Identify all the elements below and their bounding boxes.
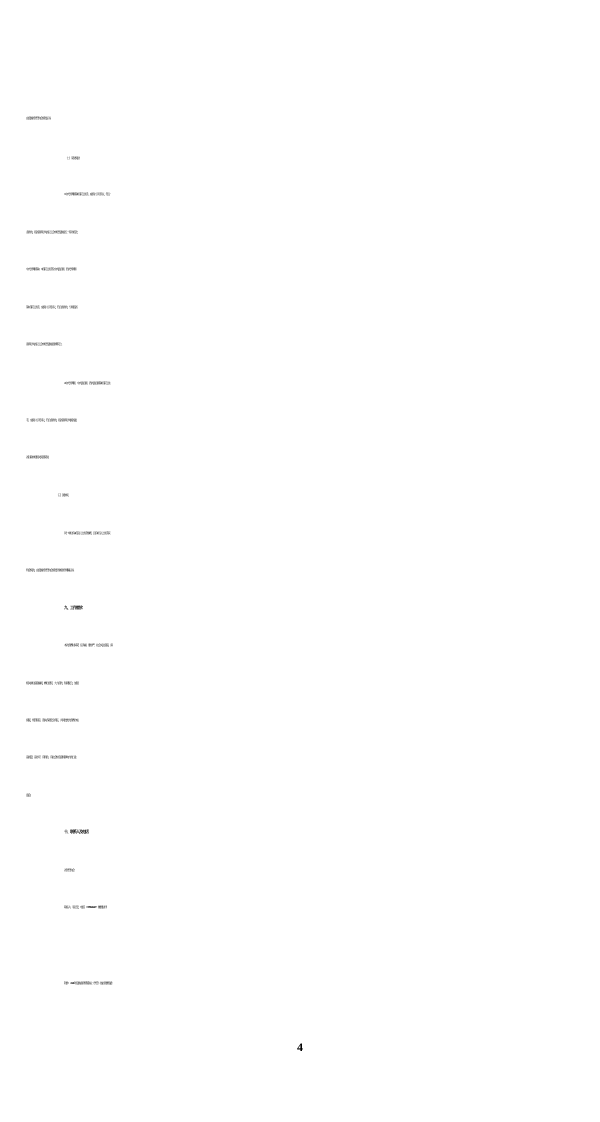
subsection-heading-honor-awards: （二）荣誉奖励 bbox=[65, 156, 80, 160]
paragraph-line: 督促，规范程序，落实各项安全责任，共同把此次竞赛办成 bbox=[26, 718, 79, 722]
section-heading-work-requirements: 九、工作要求 bbox=[64, 605, 82, 610]
page-number: 4 bbox=[297, 1040, 303, 1054]
paragraph-line: 高质量、高水平、有特色、有社会知名度和影响力的行业 bbox=[26, 755, 77, 759]
section-heading-contacts: 十、联系人及电话 bbox=[64, 829, 88, 834]
paragraph-line: 特金奖的，由安徽省烹饪协会颁发“团体金奖”牌匾证书。 bbox=[26, 568, 76, 572]
paragraph-line: 同一单位有 4 名及以上选手参赛，且有 1 名以上选手获 bbox=[64, 531, 110, 535]
paragraph-line: 商务厅向省总工会申报“安徽省金牌职工”。 bbox=[26, 342, 64, 346]
paragraph-line: 2. 中式烹调师、中式面点师、西式面点师第 1 名职工选 bbox=[64, 381, 110, 385]
paragraph-line: 第 1 名职工选手，成绩公示无异议，符合条件的，分别报省 bbox=[26, 305, 77, 309]
attachment-line: 附件：2024 年安徽省商贸服务业（烹饪）技能竞赛组委 bbox=[64, 981, 112, 985]
contact-organization: 省烹饪协会 bbox=[64, 868, 75, 872]
contact-person-phone: 联系人：李正宏，电话：13856042437（兼微信号） bbox=[64, 905, 108, 909]
paragraph-line: 省妇联申报相关奖项荣誉。 bbox=[26, 455, 51, 459]
subsection-heading-team-award: （三）团体奖 bbox=[56, 493, 69, 497]
paragraph-line: 盛会。 bbox=[26, 793, 33, 797]
paragraph-line: 中式烹调师第 2、3 名职工选手及中式面点师、西式烹调师 bbox=[26, 267, 76, 271]
paragraph-line: 条件的，报省商务厅向省总工会申报“安徽省五一劳动奖章”， bbox=[26, 230, 80, 234]
paragraph-line: 1. 中式烹调师第 1 名职工选手，成绩公示无异议，符合 bbox=[64, 192, 110, 196]
paragraph-line: 本次竞赛时间紧、任务重、要求严、社会关注度高，请 bbox=[64, 643, 113, 647]
paragraph-line: 手，成绩公示无异议，符合条件的，报省商务厅向团省委、 bbox=[26, 418, 79, 422]
paragraph-line: 相关单位高度重视，精心组织，大力宣传，积极配合，加强 bbox=[26, 681, 79, 685]
paragraph-line: 由安徽省烹饪协会颁发证书。 bbox=[26, 116, 53, 120]
